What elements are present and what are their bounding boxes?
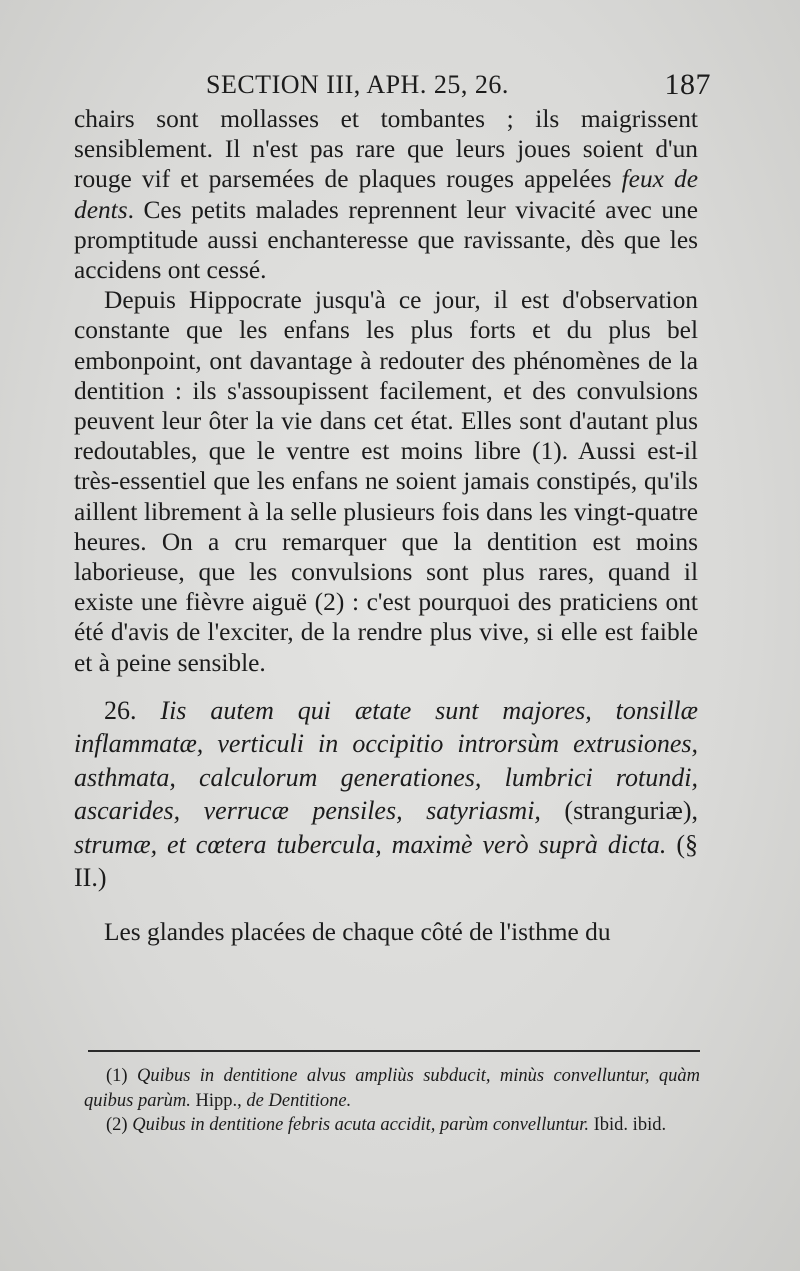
footnote-rule	[88, 1050, 700, 1052]
aphorism-roman: (stranguriæ),	[564, 796, 698, 826]
aphorism-number: 26.	[104, 695, 137, 725]
aphorism-text: Iis autem qui ætate sunt majores, tonsillæ inflammatæ, verticuli in occipitio introrsùm extrusiones, asthmata, calculorum generationes, lumbrici rotundi, ascarides, verrucæ pensiles, satyriasmi,	[74, 695, 699, 826]
footnotes	[84, 1064, 700, 1138]
body-text	[74, 104, 698, 947]
running-title: SECTION III, APH. 25, 26.	[206, 70, 509, 99]
paragraph: Depuis Hippocrate jusqu'à ce jour, il est d'observation constante que les enfans les plus forts et du plus bel embonpoint, ont davantage à redouter des phénomènes de la dentition : ils s'assoupissent facilement, et des convulsions peuvent leur ôter la vie dans cet état. Elles sont d'autant plus redoutables, que le ventre est moins libre (1). Aussi est-il très-essentiel que les enfans ne soient jamais constipés, qu'ils aillent librement à la selle plusieurs fois dans les vingt-quatre heures. On a cru remarquer que la dentition est moins laborieuse, que les convulsions sont plus rares, quand il existe une fièvre aiguë (2) : c'est pourquoi des praticiens ont été d'avis de l'exciter, de la rendre plus vive, si elle est faible et à peine sensible.	[74, 286, 698, 677]
footnote-2: (2) Quibus in dentitione febris acuta accidit, parùm convelluntur. Ibid. ibid.	[106, 1115, 667, 1135]
page-header	[206, 64, 711, 104]
aphorism-26	[74, 694, 698, 895]
italic-term: feux de dents	[74, 165, 698, 224]
page-number: 187	[664, 68, 711, 101]
section-reference: (§ II.)	[74, 829, 698, 893]
footnote-1: (1) Quibus in dentitione alvus ampliùs subducit, minùs convelluntur, quàm quibus parùm. Hipp., de Dentitione.	[84, 1066, 701, 1111]
aphorism-text-end: strumæ, et cœtera tubercula, maximè verò suprà dicta.	[74, 829, 667, 859]
paragraph-next: Les glandes placées de chaque côté de l'isthme du	[104, 917, 611, 946]
paragraph-continued: chairs sont mollasses et tombantes ; ils maigrissent sensiblement. Il n'est pas rare que leurs joues soient d'un rouge vif et parsemées de plaques rouges appelées feux de dents. Ces petits malades reprennent leur vivacité avec une promptitude aussi enchanteresse que ravissante, dès que les accidens ont cessé.	[74, 105, 698, 285]
